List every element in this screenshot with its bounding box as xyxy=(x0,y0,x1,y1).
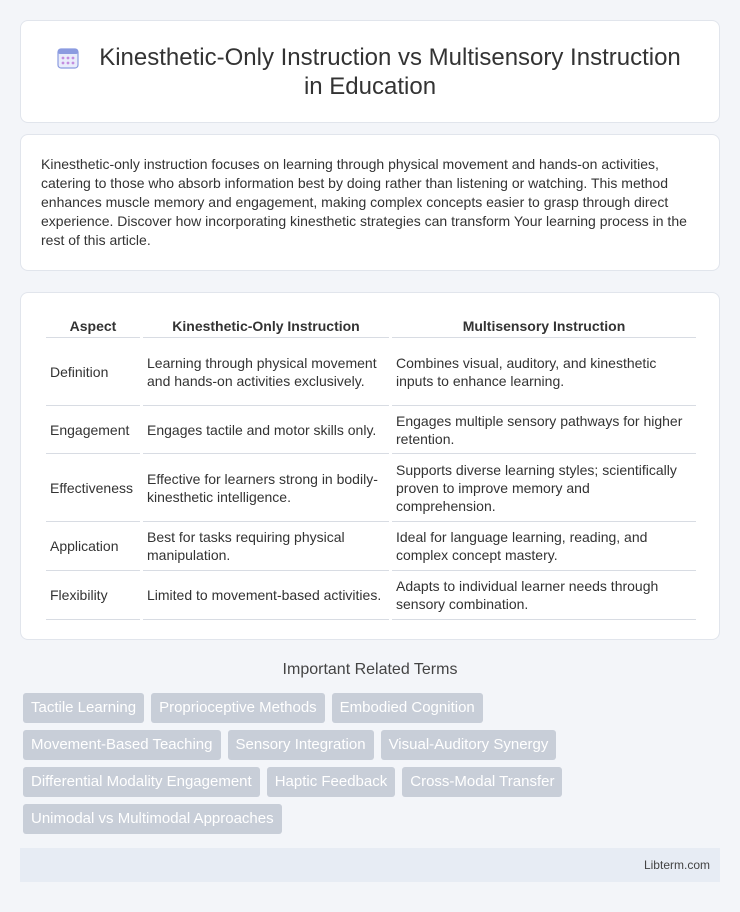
table-row xyxy=(46,454,696,522)
tag-sensory-integration[interactable]: Sensory Integration xyxy=(228,730,374,760)
tag-embodied-cognition[interactable]: Embodied Cognition xyxy=(332,693,483,723)
table-row xyxy=(46,522,696,571)
row-aspect: Definition xyxy=(46,338,140,406)
row-kinesthetic: Limited to movement-based activities. xyxy=(143,571,389,620)
header-kinesthetic: Kinesthetic-Only Instruction xyxy=(143,314,389,338)
row-kinesthetic: Engages tactile and motor skills only. xyxy=(143,406,389,454)
table-row xyxy=(46,338,696,406)
tag-row xyxy=(23,693,723,723)
tag-row xyxy=(23,730,723,760)
related-terms-tags xyxy=(23,693,723,841)
table-header-row xyxy=(46,314,696,338)
tag-tactile-learning[interactable]: Tactile Learning xyxy=(23,693,144,723)
row-multisensory: Adapts to individual learner needs through sensory combination. xyxy=(392,571,696,620)
row-multisensory: Engages multiple sensory pathways for higher retention. xyxy=(392,406,696,454)
header-multisensory: Multisensory Instruction xyxy=(392,314,696,338)
row-kinesthetic: Learning through physical movement and hands-on activities exclusively. xyxy=(143,338,389,406)
tag-unimodal-vs-multimodal[interactable]: Unimodal vs Multimodal Approaches xyxy=(23,804,282,834)
page-title: Kinesthetic-Only Instruction vs Multisensory Instruction in Education xyxy=(99,44,681,100)
row-kinesthetic: Best for tasks requiring physical manipulation. xyxy=(143,522,389,571)
tag-haptic-feedback[interactable]: Haptic Feedback xyxy=(267,767,396,797)
row-aspect: Application xyxy=(46,522,140,571)
row-aspect: Effectiveness xyxy=(46,454,140,522)
intro-paragraph: Kinesthetic-only instruction focuses on learning through physical movement and hands-on activities, catering to those who absorb information best by doing rather than listening or watching. This method enhances muscle memory and engagement, making complex concepts easier to grasp through direct experience. Discover how incorporating kinesthetic strategies can transform Your learning process in the rest of this article. xyxy=(41,156,687,248)
table-row xyxy=(46,406,696,454)
tag-differential-modality-engagement[interactable]: Differential Modality Engagement xyxy=(23,767,260,797)
row-multisensory: Supports diverse learning styles; scientifically proven to improve memory and comprehension. xyxy=(392,454,696,522)
footer xyxy=(20,848,720,882)
related-terms-title: Important Related Terms xyxy=(282,661,458,678)
row-aspect: Engagement xyxy=(46,406,140,454)
tag-row xyxy=(23,804,723,834)
header-aspect: Aspect xyxy=(46,314,140,338)
row-multisensory: Ideal for language learning, reading, and complex concept mastery. xyxy=(392,522,696,571)
tag-row xyxy=(23,767,723,797)
comparison-table-card xyxy=(20,292,720,640)
title-card xyxy=(20,20,720,123)
intro-card xyxy=(20,134,720,271)
row-aspect: Flexibility xyxy=(46,571,140,620)
tag-cross-modal-transfer[interactable]: Cross-Modal Transfer xyxy=(402,767,562,797)
footer-site-link[interactable]: Libterm.com xyxy=(643,858,710,872)
comparison-table xyxy=(43,314,699,620)
row-kinesthetic: Effective for learners strong in bodily-kinesthetic intelligence. xyxy=(143,454,389,522)
tag-proprioceptive-methods[interactable]: Proprioceptive Methods xyxy=(151,693,325,723)
row-multisensory: Combines visual, auditory, and kinesthetic inputs to enhance learning. xyxy=(392,338,696,406)
table-row xyxy=(46,571,696,620)
tag-visual-auditory-synergy[interactable]: Visual-Auditory Synergy xyxy=(381,730,557,760)
tag-movement-based-teaching[interactable]: Movement-Based Teaching xyxy=(23,730,221,760)
